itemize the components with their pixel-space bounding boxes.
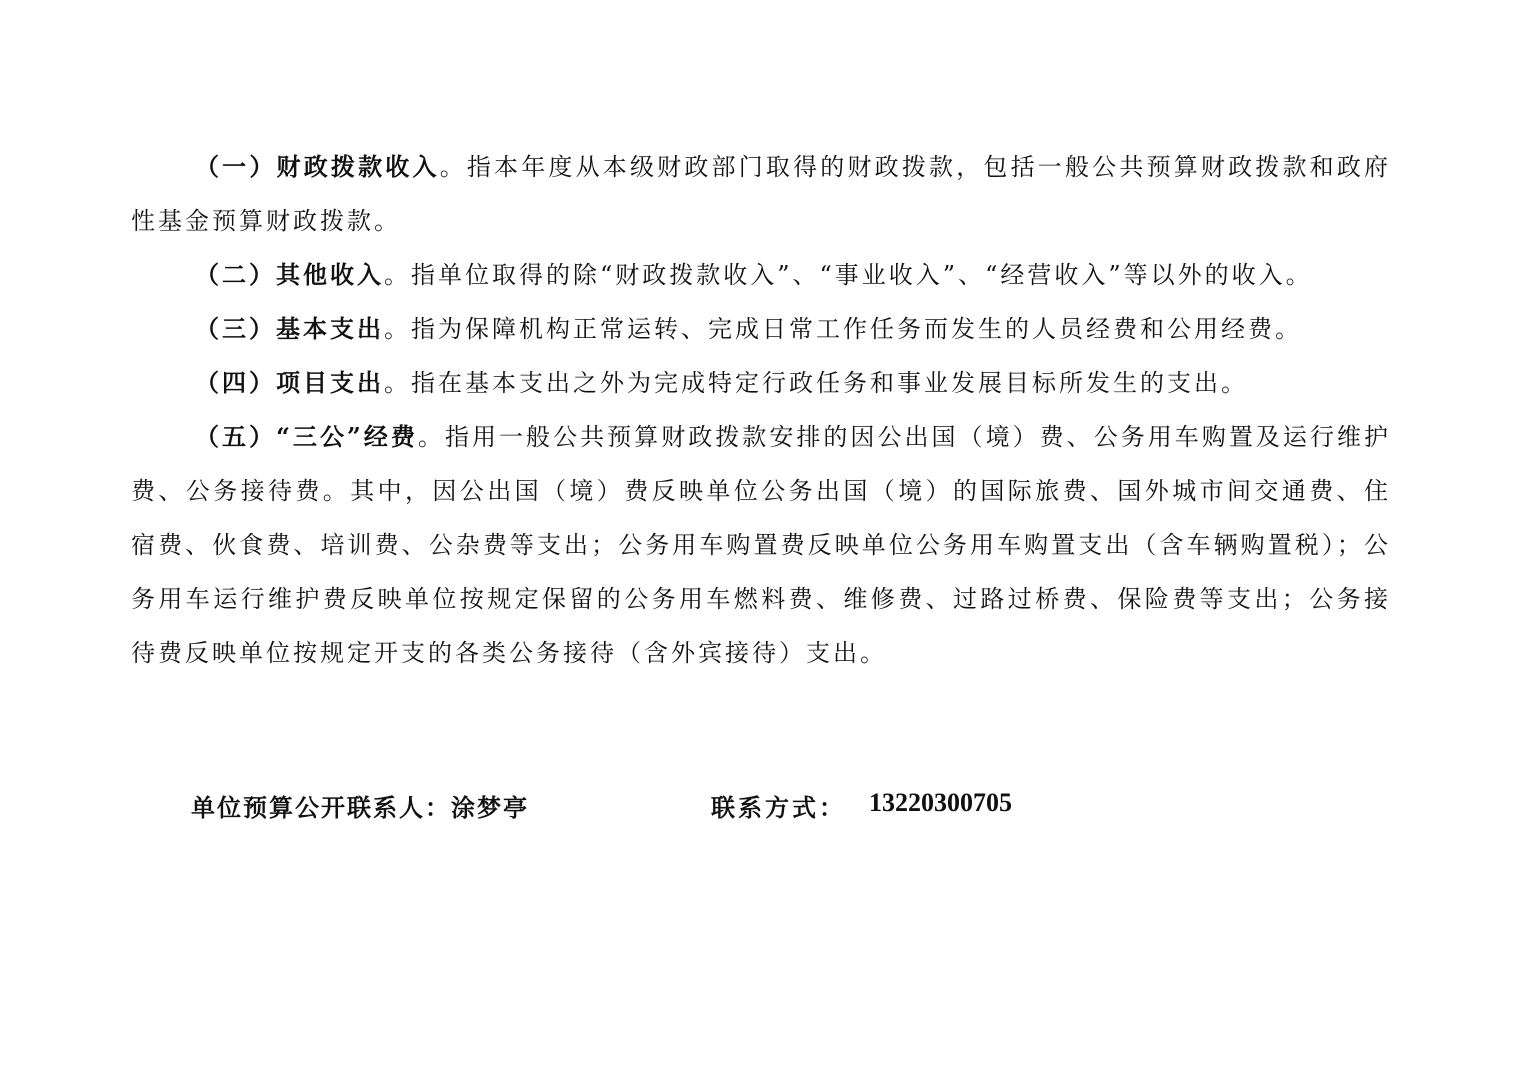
- glossary-paragraph-5: [131, 410, 1391, 680]
- glossary-paragraph-4: [131, 356, 1391, 410]
- glossary-term: （二）其他收入: [195, 260, 384, 289]
- glossary-definition: 。指为保障机构正常运转、完成日常工作任务而发生的人员经费和公用经费。: [384, 315, 1302, 343]
- glossary-term: （五）“三公”经费: [195, 422, 418, 451]
- glossary-definition: 。指用一般公共预算财政拨款安排的因公出国（境）费、公务用车购置及运行维护费、公务接待费。其中，因公出国（境）费反映单位公务出国（境）的国际旅费、国外城市间交通费、住宿费、伙食费、培训费、公杂费等支出；公务用车购置费反映单位公务用车购置支出（含车辆购置税）；公务用车运行维护费反映单位按规定保留的公务用车燃料费、维修费、过路过桥费、保险费等支出；公务接待费反映单位按规定开支的各类公务接待（含外宾接待）支出。: [131, 423, 1392, 667]
- glossary-paragraph-2: [131, 248, 1391, 302]
- contact-phone-number: 13220300705: [869, 788, 1012, 817]
- glossary-term: （一）财政拨款收入: [195, 152, 440, 181]
- glossary-definition: 。指本年度从本级财政部门取得的财政拨款，包括一般公共预算财政拨款和政府性基金预算财政拨款。: [131, 153, 1392, 235]
- glossary-paragraph-3: [131, 302, 1391, 356]
- glossary-term: （三）基本支出: [195, 314, 384, 343]
- glossary-section: [131, 140, 1391, 680]
- glossary-definition: 。指在基本支出之外为完成特定行政任务和事业发展目标所发生的支出。: [384, 369, 1248, 397]
- contact-person: 单位预算公开联系人：涂梦亭: [191, 793, 529, 822]
- glossary-term: （四）项目支出: [195, 368, 384, 397]
- glossary-definition: 。指单位取得的除“财政拨款收入”、“事业收入”、“经营收入”等以外的收入。: [384, 261, 1313, 289]
- glossary-paragraph-1: [131, 140, 1391, 248]
- contact-phone-label: 联系方式：: [711, 793, 846, 822]
- contact-line: [0, 788, 1520, 828]
